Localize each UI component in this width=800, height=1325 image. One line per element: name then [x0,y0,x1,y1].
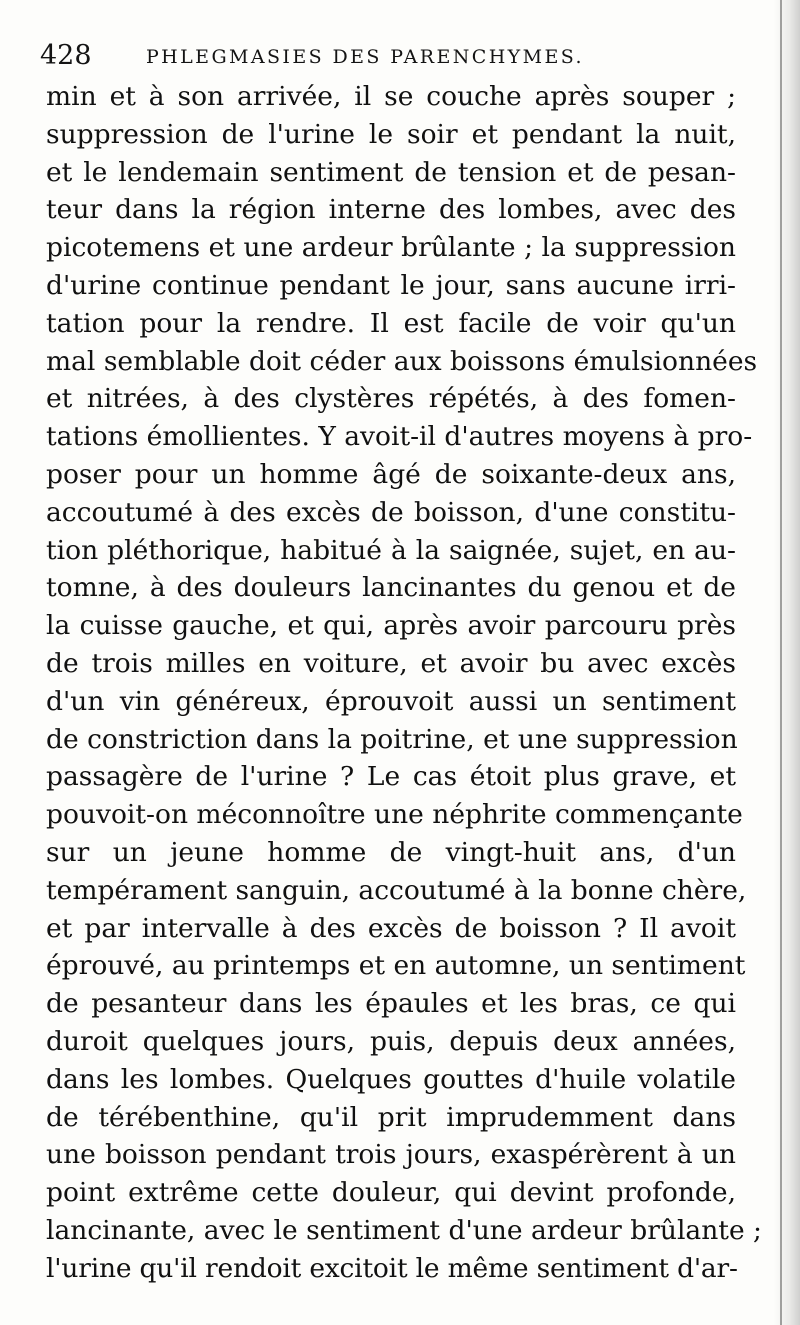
text-line: tempérament sanguin, accoutumé à la bonne chère, [46,874,747,906]
text-line: tion pléthorique, habitué à la saignée, sujet, en au- [46,534,736,566]
text-line: de térébenthine, qu'il prit imprudemment dans [46,1101,736,1133]
text-line: poser pour un homme âgé de soixante-deux ans, [46,458,736,490]
page-number: 428 [40,40,92,71]
text-line: min et à son arrivée, il se couche après souper ; [46,81,736,112]
text-line: sur un jeune homme de vingt-huit ans, d'un [46,836,736,868]
text-line: teur dans la région interne des lombes, avec des [46,194,736,226]
text-line: et par intervalle à des excès de boisson ? Il avoit [46,912,736,944]
text-line: lancinante, avec le sentiment d'une ardeur brûlante ; [46,1214,762,1246]
text-line: d'un vin généreux, éprouvoit aussi un sentiment [46,685,736,717]
running-head [40,38,740,78]
page-edge-line [780,0,782,1325]
text-line: tomne, à des douleurs lancinantes du genou et de [46,572,736,604]
text-line: éprouvé, au printemps et en automne, un sentiment [46,950,746,982]
text-line: la cuisse gauche, et qui, après avoir parcouru près [46,610,736,642]
text-line: l'urine qu'il rendoit excitoit le même sentiment d'ar- [46,1252,738,1284]
text-line: d'urine continue pendant le jour, sans aucune irri- [46,269,736,301]
text-line: suppression de l'urine le soir et pendant la nuit, [46,118,736,150]
text-line: et le lendemain sentiment de tension et de pesan- [46,156,736,188]
text-line: passagère de l'urine ? Le cas étoit plus grave, et [46,761,736,793]
text-line: mal semblable doit céder aux boissons émulsionnées [46,345,758,377]
text-line: de pesanteur dans les épaules et les bras, ce qui [46,988,736,1020]
running-title: PHLEGMASIES DES PARENCHYMES. [146,46,584,68]
text-line: pouvoit-on méconnoître une néphrite commençante [46,799,743,831]
text-line: accoutumé à des excès de boisson, d'une constitu- [46,496,736,528]
body-text [46,78,762,1288]
text-line: de constriction dans la poitrine, et une suppression [46,723,738,755]
text-line: une boisson pendant trois jours, exaspérèrent à un [46,1139,736,1171]
page-edge-shadow [774,0,800,1325]
text-line: point extrême cette douleur, qui devint profonde, [46,1177,736,1209]
text-line: tations émollientes. Y avoit-il d'autres moyens à pro- [46,421,753,453]
text-line: dans les lombes. Quelques gouttes d'huile volatile [46,1063,736,1095]
text-line: de trois milles en voiture, et avoir bu avec excès [46,647,736,679]
text-line: tation pour la rendre. Il est facile de voir qu'un [46,307,736,339]
text-line: et nitrées, à des clystères répétés, à des fomen- [46,383,736,415]
text-line: duroit quelques jours, puis, depuis deux années, [46,1025,736,1057]
text-line: picotemens et une ardeur brûlante ; la suppression [46,232,736,264]
